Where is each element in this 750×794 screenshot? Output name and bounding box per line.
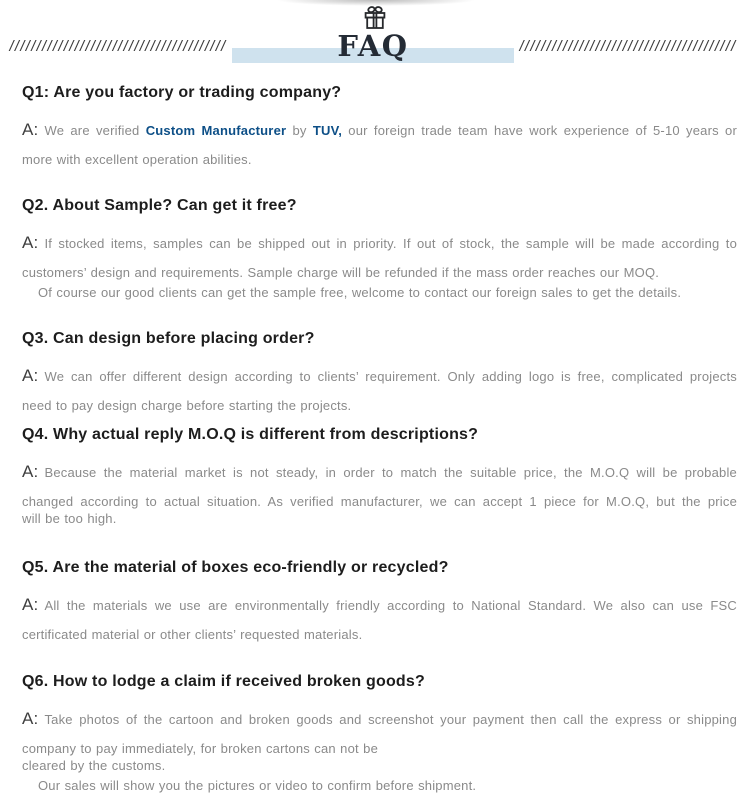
answer-q5-line-2 (22, 627, 737, 643)
answer-text: customers’ design and requirements. Sample charge will be refunded if the mass order reaches our MOQ. (22, 265, 660, 280)
page-title: FAQ (337, 29, 409, 63)
answer-text: by (286, 123, 313, 138)
answer-text: If stocked items, samples can be shipped out in priority. If out of stock, the sample will be made according to (44, 236, 737, 251)
answer-q6-line-3 (22, 758, 737, 774)
answer-q2-line-1 (22, 235, 737, 252)
answer-text: All the materials we use are environmentally friendly according to National Standard. We also can use FSC (44, 598, 737, 613)
answer-text: company to pay immediately, for broken cartons can not be (22, 741, 379, 756)
answer-q1-line-1 (22, 122, 737, 139)
answer-q3-line-1 (22, 368, 737, 385)
answer-text: We are verified (44, 123, 146, 138)
answer-q4-line-3 (22, 511, 737, 527)
answer-q2 (22, 235, 737, 301)
question-q5: Q5. Are the material of boxes eco-friendly or recycled? (22, 559, 449, 576)
answer-q2-line-3 (22, 285, 737, 301)
question-q4: Q4. Why actual reply M.O.Q is different from descriptions? (22, 426, 479, 443)
answer-text: Our sales will show you the pictures or video to confirm before shipment. (38, 778, 477, 793)
answer-q6-line-4 (22, 778, 737, 794)
answer-text: cleared by the customs. (22, 758, 166, 773)
faq-item-q5 (22, 558, 737, 643)
answer-text: Of course our good clients can get the sample free, welcome to contact our foreign sales to get the details. (38, 285, 682, 300)
brand-highlight-text: TUV, (312, 123, 343, 138)
answer-q4 (22, 464, 737, 527)
gift-icon (361, 4, 389, 32)
faq-item-q1 (22, 83, 737, 168)
answer-prefix-q5: A: (22, 595, 39, 614)
answer-text: certificated material or other clients’ requested materials. (22, 627, 363, 642)
faq-list (0, 70, 750, 794)
faq-item-q6 (22, 672, 737, 794)
answer-q5 (22, 597, 737, 643)
answer-text: We can offer different design according to clients’ requirement. Only adding logo is free, complicated projects (44, 369, 737, 384)
answer-q1 (22, 122, 737, 168)
answer-prefix-q4: A: (22, 462, 39, 481)
answer-text: more with excellent operation abilities. (22, 152, 252, 167)
answer-q1-line-2 (22, 152, 737, 168)
answer-q6-line-1 (22, 711, 737, 728)
answer-prefix-q6: A: (22, 709, 39, 728)
hatch-left-decoration: //////////////////////////////////////// (8, 39, 226, 54)
hatch-right-decoration: //////////////////////////////////////// (518, 39, 736, 54)
answer-text: our foreign trade team have work experience of 5-10 years or (342, 123, 737, 138)
answer-q6 (22, 711, 737, 794)
brand-highlight-text: Custom Manufacturer (145, 123, 287, 138)
answer-q4-line-2 (22, 494, 737, 510)
answer-q4-line-1 (22, 464, 737, 481)
answer-text: will be too high. (22, 511, 117, 526)
answer-text: Take photos of the cartoon and broken goods and screenshot your payment then call the express or shipping (44, 712, 737, 727)
faq-header (0, 0, 750, 70)
answer-q3 (22, 368, 737, 414)
answer-prefix-q3: A: (22, 366, 39, 385)
answer-prefix-q1: A: (22, 120, 39, 139)
question-q6: Q6. How to lodge a claim if received broken goods? (22, 673, 425, 690)
question-q3: Q3. Can design before placing order? (22, 330, 315, 347)
answer-q5-line-1 (22, 597, 737, 614)
answer-text: changed according to actual situation. As verified manufacturer, we can accept 1 piece for M.O.Q, but the price (22, 494, 737, 509)
question-q1: Q1: Are you factory or trading company? (22, 84, 342, 101)
faq-item-q3 (22, 329, 737, 414)
faq-item-q4 (22, 425, 737, 527)
answer-text: need to pay design charge before starting the projects. (22, 398, 352, 413)
answer-q3-line-2 (22, 398, 737, 414)
answer-q2-line-2 (22, 265, 737, 281)
answer-q6-line-2 (22, 741, 737, 757)
answer-text: Because the material market is not steady, in order to match the suitable price, the M.O.Q will be probable (44, 465, 737, 480)
faq-item-q2 (22, 196, 737, 301)
question-q2: Q2. About Sample? Can get it free? (22, 197, 297, 214)
answer-prefix-q2: A: (22, 233, 39, 252)
